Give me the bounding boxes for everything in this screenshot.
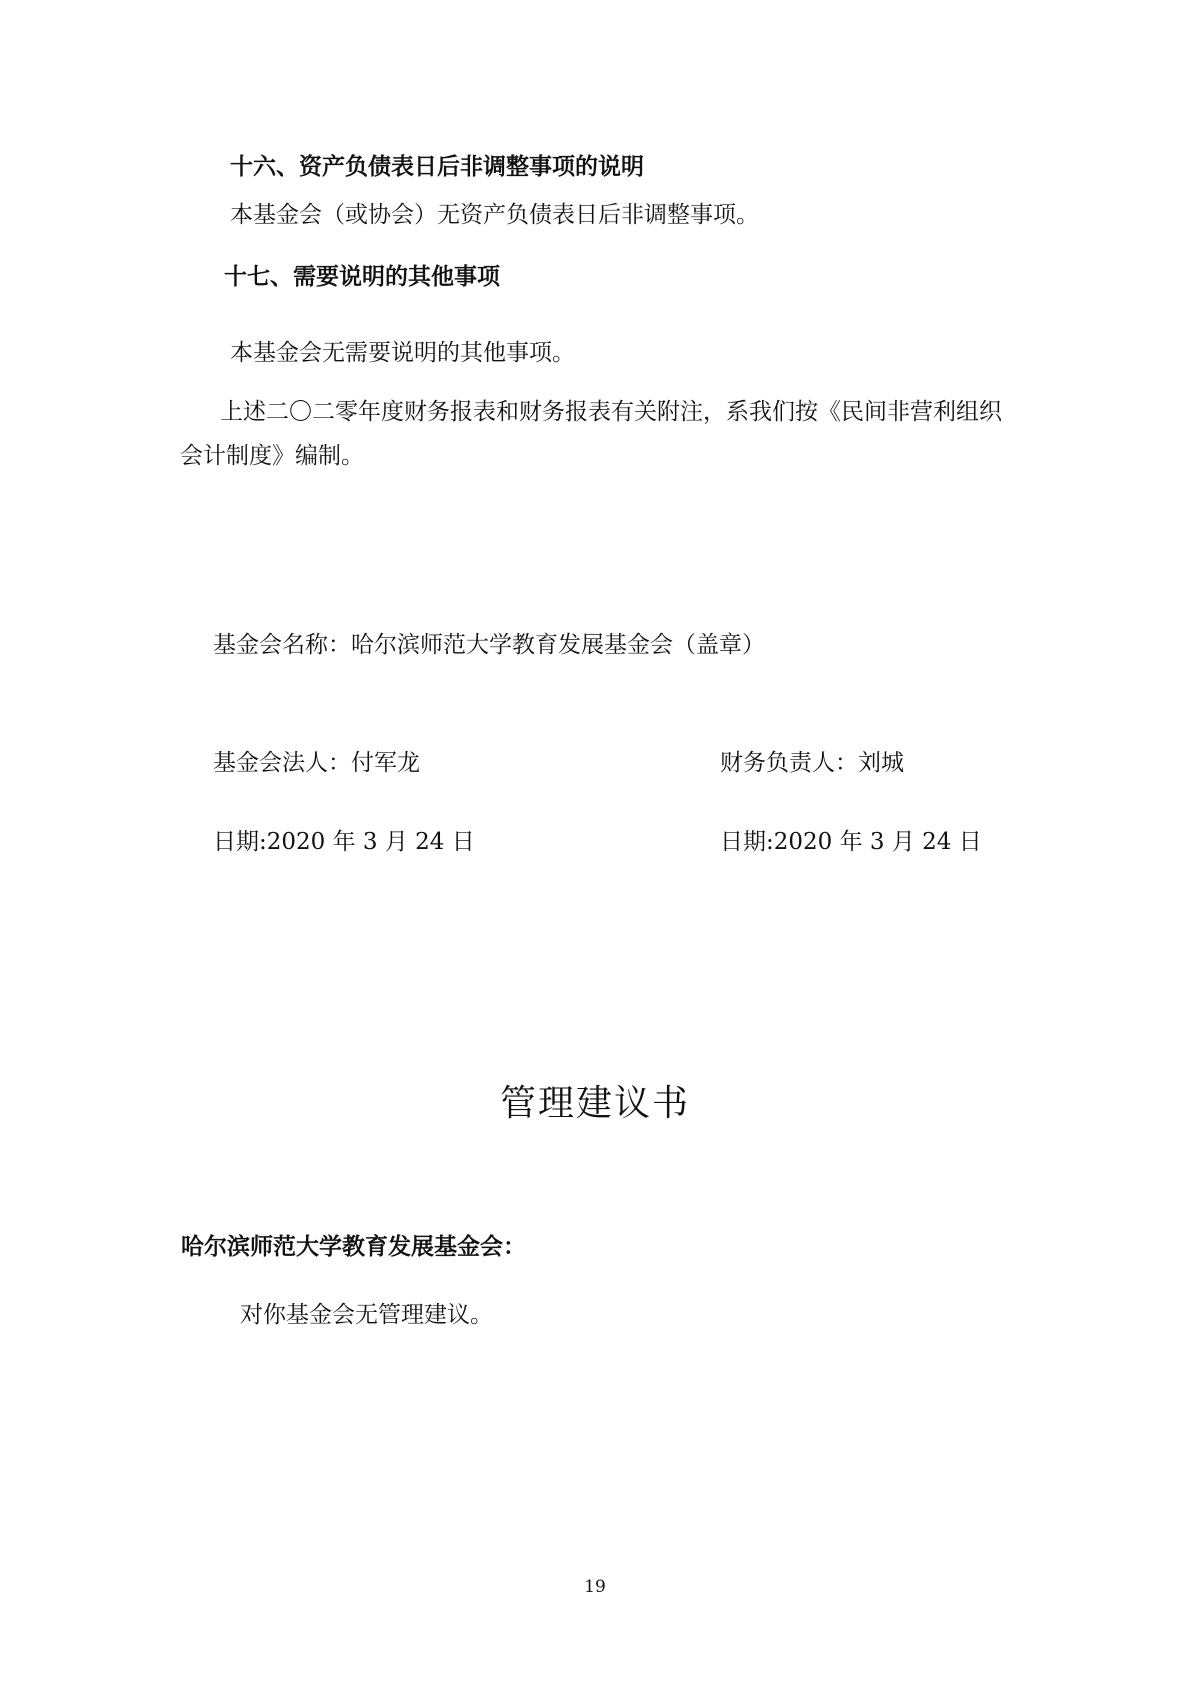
closing-paragraph: 上述二〇二零年度财务报表和财务报表有关附注，系我们按《民间非营利组织会计制度》编制。 xyxy=(180,399,1002,469)
management-letter-addressee: 哈尔滨师范大学教育发展基金会： xyxy=(181,1234,526,1260)
management-letter-title: 管理建议书 xyxy=(499,1083,690,1124)
section-16-heading: 十六、资产负债表日后非调整事项的说明 xyxy=(230,154,644,180)
foundation-name: 基金会名称：哈尔滨师范大学教育发展基金会（盖章） xyxy=(213,632,765,658)
page-number: 19 xyxy=(584,1577,606,1597)
legal-representative: 基金会法人：付军龙 xyxy=(213,750,420,776)
section-17-body: 本基金会无需要说明的其他事项。 xyxy=(230,340,575,366)
management-letter-body: 对你基金会无管理建议。 xyxy=(240,1302,493,1328)
section-17-heading: 十七、需要说明的其他事项 xyxy=(224,264,500,290)
finance-head: 财务负责人：刘城 xyxy=(720,750,904,776)
section-16-body: 本基金会（或协会）无资产负债表日后非调整事项。 xyxy=(230,202,759,228)
date-left: 日期:2020 年 3 月 24 日 xyxy=(213,829,475,855)
date-right: 日期:2020 年 3 月 24 日 xyxy=(720,829,982,855)
